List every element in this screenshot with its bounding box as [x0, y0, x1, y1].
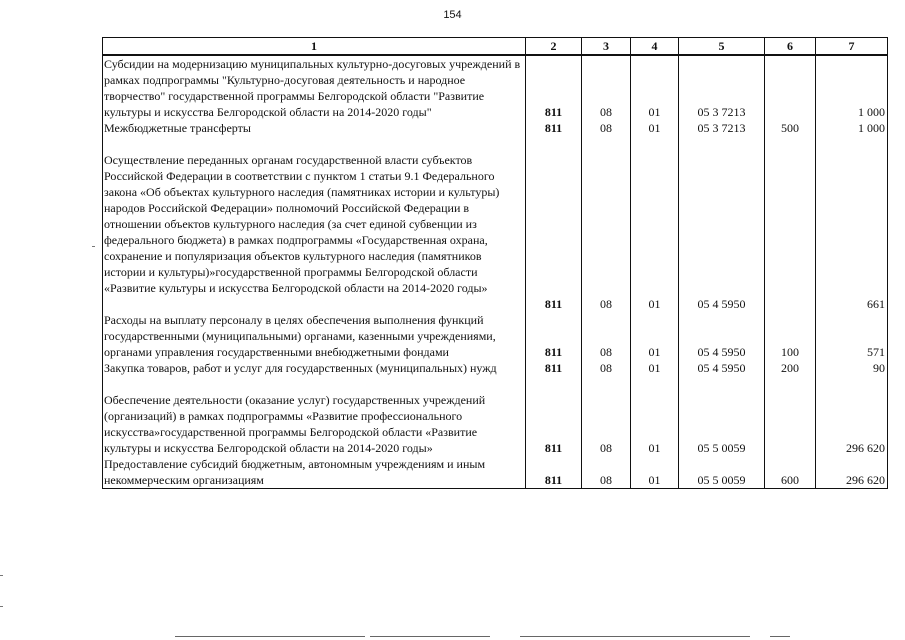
row-target-article: 05 3 7213 — [679, 55, 765, 120]
row-sum: 571 — [816, 312, 888, 360]
row-name: Закупка товаров, работ и услуг для государственных (муниципальных) нужд — [103, 360, 526, 376]
row-name: Обеспечение деятельности (оказание услуг) государственных учреждений (организаций) в рамках подпрограммы «Развитие профессионального искусства»государственной программы Белгородской области «Развитие культуры и искусства Белгородской области на 2014-2020 годы» — [103, 392, 526, 456]
row-sum: 661 — [816, 152, 888, 312]
row-sum: 1 000 — [816, 55, 888, 120]
header-col-6: 6 — [765, 38, 816, 56]
row-section: 08 — [582, 360, 631, 376]
row-grbs: 811 — [526, 120, 582, 136]
row-target-article: 05 4 5950 — [679, 152, 765, 312]
row-sum: 1 000 — [816, 120, 888, 136]
row-section: 08 — [582, 312, 631, 360]
row-subsection: 01 — [631, 55, 679, 120]
header-col-2: 2 — [526, 38, 582, 56]
row-expense-type: 500 — [765, 120, 816, 136]
spacer-row — [103, 136, 888, 152]
table-row — [103, 392, 888, 456]
scan-footer-line — [770, 636, 790, 637]
row-target-article: 05 5 0059 — [679, 392, 765, 456]
row-subsection: 01 — [631, 456, 679, 489]
row-expense-type: 100 — [765, 312, 816, 360]
header-col-4: 4 — [631, 38, 679, 56]
scan-footer-line — [520, 636, 750, 637]
spacer-row — [103, 376, 888, 392]
row-target-article: 05 4 5950 — [679, 360, 765, 376]
row-target-article: 05 3 7213 — [679, 120, 765, 136]
header-col-7: 7 — [816, 38, 888, 56]
header-col-1: 1 — [103, 38, 526, 56]
row-grbs: 811 — [526, 456, 582, 489]
row-name: Расходы на выплату персоналу в целях обеспечения выполнения функций государственными (муниципальными) органами, казенными учреждениями, органами управления государственными внебюджетными фондами — [103, 312, 526, 360]
row-subsection: 01 — [631, 120, 679, 136]
row-subsection: 01 — [631, 392, 679, 456]
header-col-5: 5 — [679, 38, 765, 56]
row-expense-type: 600 — [765, 456, 816, 489]
table-row — [103, 55, 888, 120]
table-row — [103, 312, 888, 360]
row-grbs: 811 — [526, 55, 582, 120]
scan-mark — [92, 246, 95, 247]
scan-footer-line — [370, 636, 490, 637]
row-section: 08 — [582, 456, 631, 489]
row-expense-type — [765, 55, 816, 120]
scan-mark — [0, 575, 3, 576]
row-sum: 296 620 — [816, 456, 888, 489]
row-grbs: 811 — [526, 392, 582, 456]
header-row — [103, 38, 888, 56]
row-sum: 296 620 — [816, 392, 888, 456]
row-section: 08 — [582, 152, 631, 312]
row-grbs: 811 — [526, 312, 582, 360]
header-col-3: 3 — [582, 38, 631, 56]
table-row — [103, 456, 888, 489]
budget-table — [102, 37, 887, 489]
row-expense-type — [765, 392, 816, 456]
row-section: 08 — [582, 392, 631, 456]
row-grbs: 811 — [526, 360, 582, 376]
row-sum: 90 — [816, 360, 888, 376]
row-target-article: 05 4 5950 — [679, 312, 765, 360]
row-target-article: 05 5 0059 — [679, 456, 765, 489]
row-name: Осуществление переданных органам государственной власти субъектов Российской Федерации в соответствии с пунктом 1 статьи 9.1 Федерального закона «Об объектах культурного наследия (памятниках истории и культуры) народов Российской Федерации» полномочий Российской Федерации в отношении объектов культурного наследия (за счет единой субвенции из федерального бюджета) в рамках подпрограммы «Государственная охрана, сохранение и популяризация объектов культурного наследия (памятников истории и культуры)»государственной программы Белгородской области «Развитие культуры и искусства Белгородской области на 2014-2020 годы» — [103, 152, 526, 312]
table-row — [103, 152, 888, 312]
row-name: Межбюджетные трансферты — [103, 120, 526, 136]
scan-mark — [0, 606, 3, 607]
page-number: 154 — [443, 9, 462, 21]
row-name: Предоставление субсидий бюджетным, автономным учреждениям и иным некоммерческим организациям — [103, 456, 526, 489]
table-row — [103, 360, 888, 376]
row-expense-type — [765, 152, 816, 312]
row-subsection: 01 — [631, 360, 679, 376]
row-grbs: 811 — [526, 152, 582, 312]
row-section: 08 — [582, 55, 631, 120]
scan-footer-line — [175, 636, 365, 637]
row-name: Субсидии на модернизацию муниципальных культурно-досуговых учреждений в рамках подпрограммы "Культурно-досуговая деятельность и народное творчество" государственной программы Белгородской области "Развитие культуры и искусства Белгородской области на 2014-2020 годы" — [103, 55, 526, 120]
row-subsection: 01 — [631, 152, 679, 312]
row-expense-type: 200 — [765, 360, 816, 376]
row-subsection: 01 — [631, 312, 679, 360]
budget-table-grid — [102, 37, 888, 489]
row-section: 08 — [582, 120, 631, 136]
table-row — [103, 120, 888, 136]
